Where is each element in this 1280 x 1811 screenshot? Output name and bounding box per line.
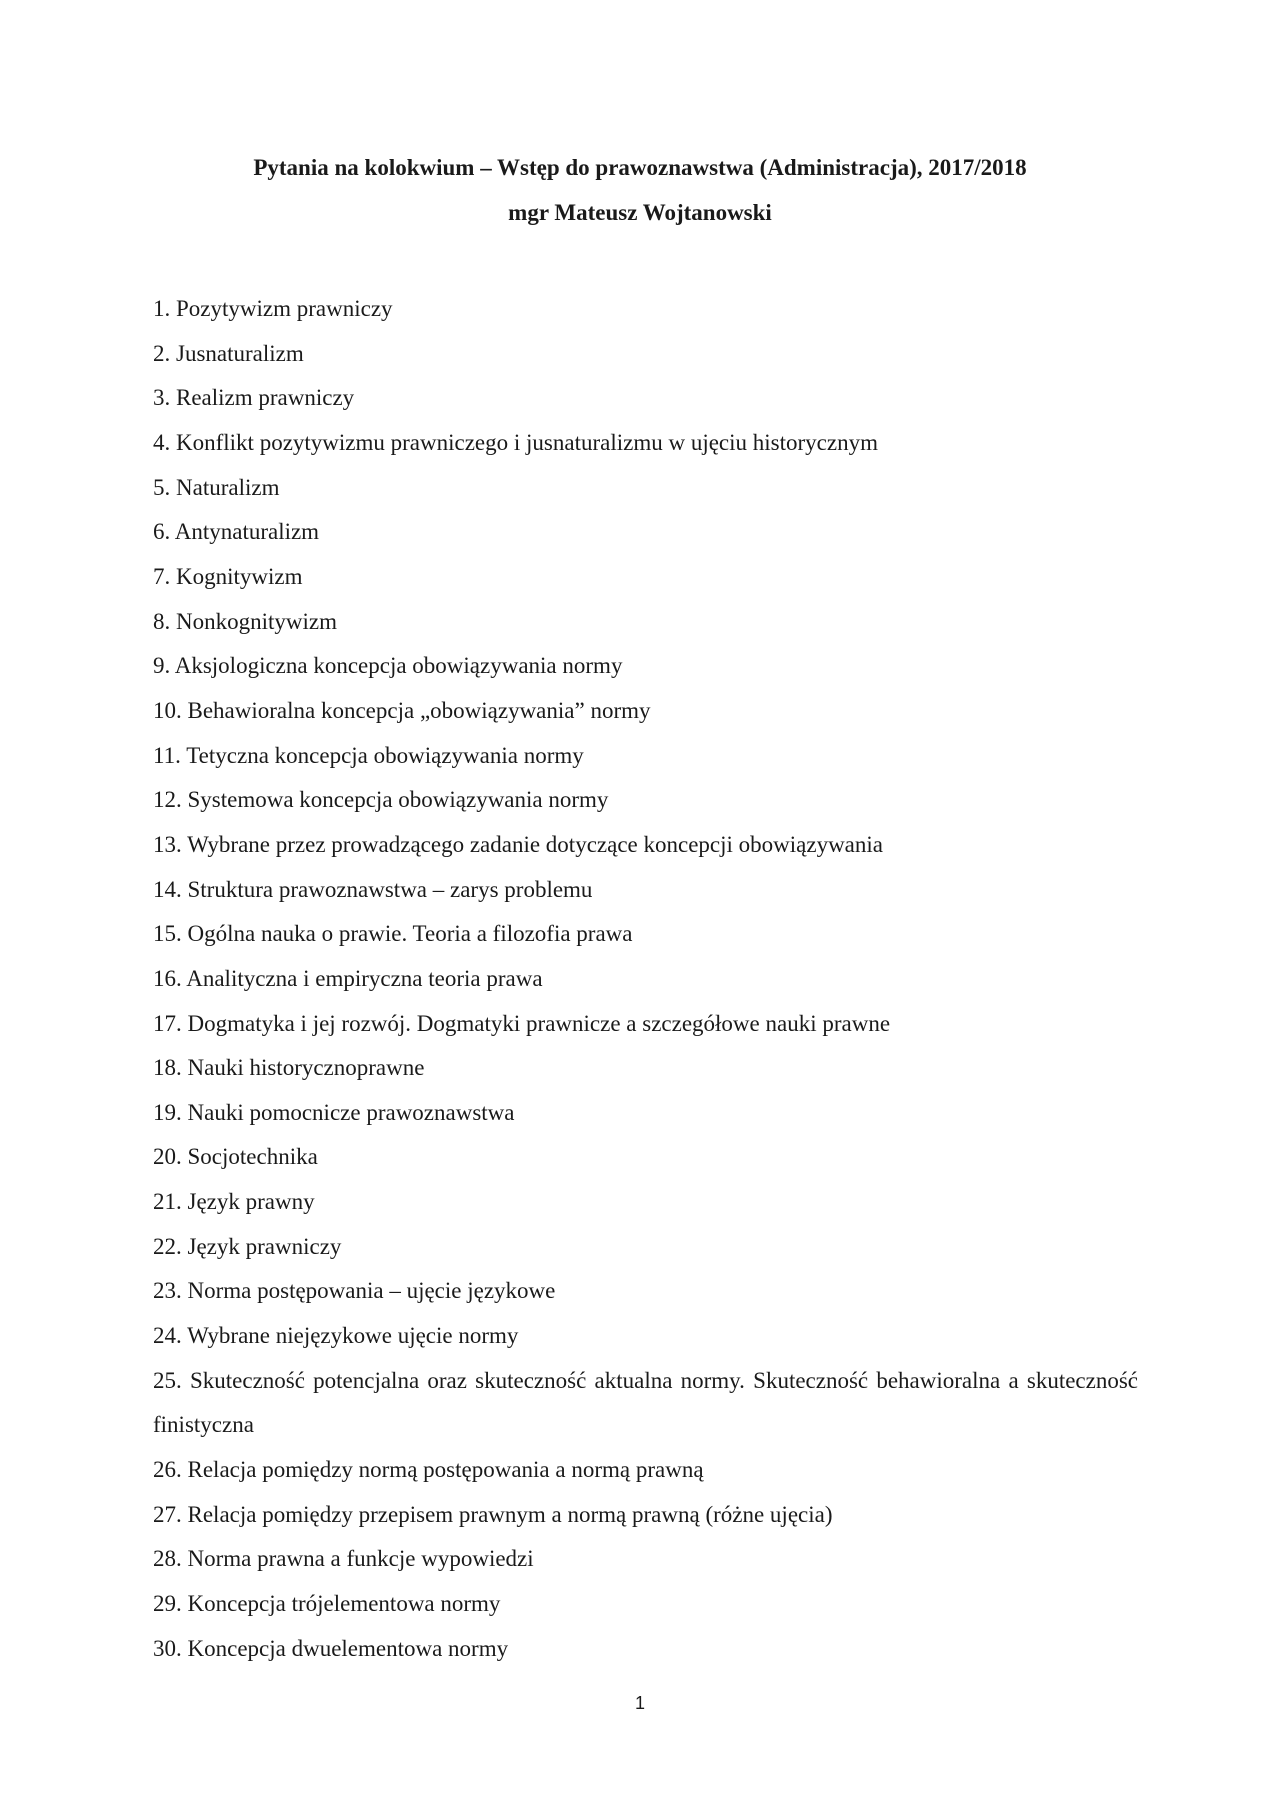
question-item: 15. Ogólna nauka o prawie. Teoria a filozofia prawa [153,921,633,947]
question-item: 1. Pozytywizm prawniczy [153,296,393,321]
question-item: 20. Socjotechnika [153,1144,318,1170]
question-item: 24. Wybrane niejęzykowe ujęcie normy [153,1323,519,1349]
question-item: 14. Struktura prawoznawstwa – zarys problemu [153,876,593,902]
question-item: 12. Systemowa koncepcja obowiązywania normy [153,787,609,813]
document-author: mgr Mateusz Wojtanowski [508,200,772,225]
question-item: 23. Norma postępowania – ujęcie językowe [153,1278,556,1304]
question-item: 29. Koncepcja trójelementowa normy [153,1591,501,1617]
document-title: Pytania na kolokwium – Wstęp do prawoznawstwa (Administracja), 2017/2018 [253,155,1027,180]
question-item: 27. Relacja pomiędzy przepisem prawnym a normą prawną (różne ujęcia) [153,1501,833,1527]
question-list [153,287,1138,1671]
question-item: 21. Język prawny [153,1189,315,1215]
question-item: 13. Wybrane przez prowadzącego zadanie dotyczące koncepcji obowiązywania [153,831,883,857]
question-item: 5. Naturalizm [153,474,280,500]
question-item: 7. Kognitywizm [153,563,303,589]
question-item: 22. Język prawniczy [153,1233,342,1259]
question-item: 8. Nonkognitywizm [153,608,337,634]
question-item: 11. Tetyczna koncepcja obowiązywania normy [153,742,584,768]
question-item: 30. Koncepcja dwuelementowa normy [153,1635,509,1661]
question-item: 16. Analityczna i empiryczna teoria prawa [153,965,543,991]
question-item: 18. Nauki historycznoprawne [153,1055,425,1081]
question-item: 17. Dogmatyka i jej rozwój. Dogmatyki prawnicze a szczegółowe nauki prawne [153,1010,891,1036]
page-number: 1 [634,1693,645,1713]
question-item: 25. Skuteczność potencjalna oraz skuteczność aktualna normy. Skuteczność behawioralna a skuteczność finistyczna [153,1367,1138,1438]
question-item: 28. Norma prawna a funkcje wypowiedzi [153,1546,534,1572]
question-item: 26. Relacja pomiędzy normą postępowania a normą prawną [153,1457,704,1483]
question-item: 3. Realizm prawniczy [153,385,355,411]
question-item: 9. Aksjologiczna koncepcja obowiązywania normy [153,653,623,679]
question-item: 4. Konflikt pozytywizmu prawniczego i jusnaturalizmu w ujęciu historycznym [153,429,878,455]
question-item: 19. Nauki pomocnicze prawoznawstwa [153,1099,515,1125]
question-item: 6. Antynaturalizm [153,519,320,545]
question-item: 2. Jusnaturalizm [153,340,304,366]
question-item: 10. Behawioralna koncepcja „obowiązywania” normy [153,697,651,723]
